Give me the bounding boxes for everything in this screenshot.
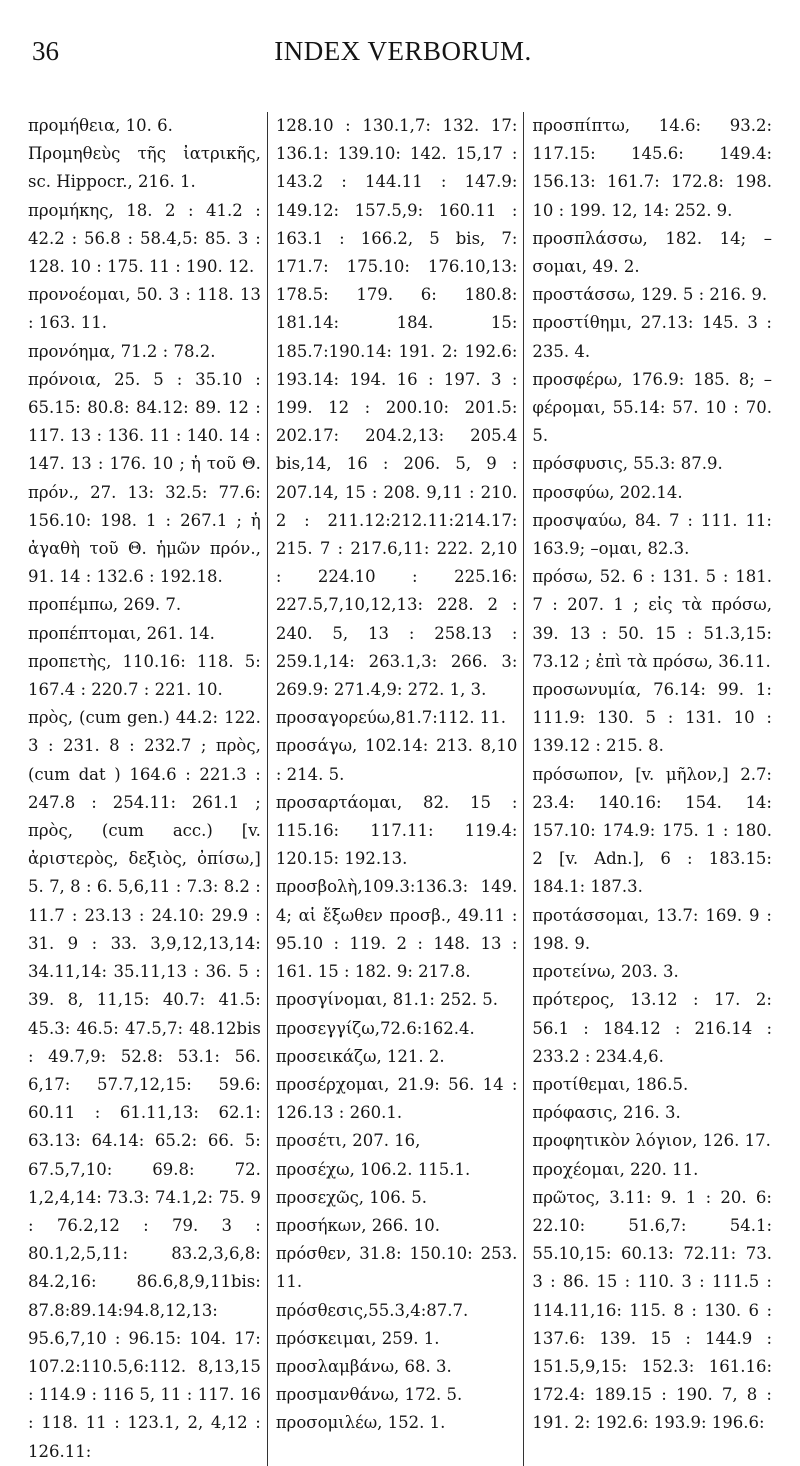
- index-entry: πρὸς, (cum gen.) 44.2: 122. 3 : 231. 8 : 232.7 ; πρὸς, (cum dat ) 164.6 : 221.3 : 247.8 : 254.11: 261.1 ; πρὸς, (cum acc.) [v. ἀριστερὸς, δεξιὸς, ὀπίσω,] 5. 7, 8 : 6. 5,6,11 : 7.3: 8.2 : 11.7 : 23.13 : 24.10: 29.9 : 31. 9 : 33. 3,9,12,13,14: 34.11,14: 35.11,13 : 36. 5 : 39. 8, 11,15: 40.7: 41.5: 45.3: 46.5: 47.5,7: 48.12bis : 49.7,9: 52.8: 53.1: 56. 6,17: 57.7,12,15: 59.6: 60.11 : 61.11,13: 62.1: 63.13: 64.14: 65.2: 66. 5: 67.5,7,10: 69.8: 72. 1,2,4,14: 73.3: 74.1,2: 75. 9 : 76.2,12 : 79. 3 : 80.1,2,5,11: 83.2,3,6,8: 84.2,16: 86.6,8,9,11bis: 87.8:89.14:94.8,12,13: 95.6,7,10 : 96.15: 104. 17: 107.2:110.5,6:112. 8,13,15 : 114.9 : 116 5, 11 : 117. 16 : 118. 11 : 123.1, 2, 4,12 : 126.11:: [28, 708, 261, 1461]
- index-entry: προσμανθάνω, 172. 5.: [275, 1385, 463, 1405]
- index-entry: προμήκης, 18. 2 : 41.2 : 42.2 : 56.8 : 58.4,5: 85. 3 : 128. 10 : 175. 11 : 190. 12.: [28, 200, 261, 277]
- index-entry: προσψαύω, 84. 7 : 111. 11: 163.9; –ομαι, 82.3.: [532, 510, 772, 559]
- index-entry: πρόφασις, 216. 3.: [532, 1103, 681, 1123]
- running-title: INDEX VERBORUM.: [274, 36, 532, 66]
- index-entry: προστάσσω, 129. 5 : 216. 9.: [532, 285, 768, 305]
- index-entry: προσέτι, 207. 16,: [275, 1131, 421, 1151]
- index-entry: προσεχῶς, 106. 5.: [275, 1187, 428, 1207]
- index-entry: προσεικάζω, 121. 2.: [275, 1046, 445, 1066]
- index-entry: προτίθεμαι, 186.5.: [532, 1074, 689, 1094]
- page-header: [28, 36, 778, 86]
- index-entry: προχέομαι, 220. 11.: [532, 1159, 699, 1179]
- index-entry: προμήθεια, 10. 6.: [28, 116, 173, 135]
- page-number: 36: [32, 36, 59, 66]
- index-entry: προσάγω, 102.14: 213. 8,10 : 214. 5.: [275, 736, 518, 784]
- index-columns: [28, 112, 778, 1466]
- index-entry: προσωνυμία, 76.14: 99. 1: 111.9: 130. 5 : 131. 10 : 139.12 : 215. 8.: [532, 680, 772, 756]
- index-entry: προφητικὸν λόγιον, 126. 17.: [532, 1131, 771, 1151]
- index-entry: πρόσωπον, [v. μῆλον,] 2.7: 23.4: 140.16: 154. 14: 157.10: 174.9: 175. 1 : 180. 2 [v. Adn.], 6 : 183.15: 184.1: 187.3.: [532, 764, 772, 897]
- index-entry: προπέπτομαι, 261. 14.: [28, 623, 215, 643]
- index-entry: προσλαμβάνω, 68. 3.: [275, 1356, 452, 1376]
- index-entry: πρῶτος, 3.11: 9. 1 : 20. 6: 22.10: 51.6,7: 54.1: 55.10,15: 60.13: 72.11: 73. 3 : 86. 15 : 110. 3 : 111.5 : 114.11,16: 115. 8 : 130. 6 : 137.6: 139. 15 : 144.9 : 151.5,9,15: 152.3: 161.16: 172.4: 189.15 : 190. 7, 8 : 191. 2: 192.6: 193.9: 196.6:: [532, 1187, 772, 1433]
- index-entry: προσβολὴ,109.3:136.3: 149. 4; αἱ ἔξωθεν προσβ., 49.11 : 95.10 : 119. 2 : 148. 13 : 161. 15 : 182. 9: 217.8.: [275, 877, 518, 982]
- index-entry: πρότερος, 13.12 : 17. 2: 56.1 : 184.12 : 216.14 : 233.2 : 234.4,6.: [532, 990, 772, 1066]
- left-column: [28, 112, 267, 1466]
- index-entry: προτάσσομαι, 13.7: 169. 9 : 198. 9.: [532, 905, 772, 953]
- index-entry: πρόσθεν, 31.8: 150.10: 253. 11.: [275, 1244, 518, 1292]
- index-entry: πρόσω, 52. 6 : 131. 5 : 181. 7 : 207. 1 ; εἰς τὰ πρόσω, 39. 13 : 50. 15 : 51.3,15: 73.12 ; ἐπὶ τὰ πρόσω, 36.11.: [532, 567, 772, 671]
- index-entry: προσεγγίζω,72.6:162.4.: [275, 1018, 475, 1038]
- index-entry: πρόσφυσις, 55.3: 87.9.: [532, 454, 723, 474]
- index-entry: προσέρχομαι, 21.9: 56. 14 : 126.13 : 260.1.: [275, 1074, 518, 1123]
- middle-column: [267, 112, 524, 1466]
- index-entry: πρόσθεσις,55.3,4:87.7.: [275, 1300, 469, 1320]
- index-entry: προσαγορεύω,81.7:112. 11.: [275, 708, 507, 728]
- index-entry: προτείνω, 203. 3.: [532, 962, 679, 982]
- index-entry: 128.10 : 130.1,7: 132. 17: 136.1: 139.10: 142. 15,17 : 143.2 : 144.11 : 147.9: 149.12: 157.5,9: 160.11 : 163.1 : 166.2, 5 bis, 7: 171.7: 175.10: 176.10,13: 178.5: 179. 6: 180.8: 181.14: 184. 15: 185.7:190.14: 191. 2: 192.6: 193.14: 194. 16 : 197. 3 : 199. 12 : 200.10: 201.5: 202.17: 204.2,13: 205.4 bis,14, 16 : 206. 5, 9 : 207.14, 15 : 208. 9,11 : 210. 2 : 211.12:212.11:214.17: 215. 7 : 217.6,11: 222. 2,10 : 224.10 : 225.16: 227.5,7,10,12,13: 228. 2 : 240. 5, 13 : 258.13 : 259.1,14: 263.1,3: 266. 3: 269.9: 271.4,9: 272. 1, 3.: [275, 116, 518, 700]
- right-column: [523, 112, 778, 1466]
- index-entry: προστίθημι, 27.13: 145. 3 : 235. 4.: [532, 313, 772, 361]
- index-entry: προσομιλέω, 152. 1.: [275, 1413, 446, 1433]
- index-entry: προνόημα, 71.2 : 78.2.: [28, 341, 216, 361]
- index-entry: προπετὴς, 110.16: 118. 5: 167.4 : 220.7 : 221. 10.: [28, 651, 261, 700]
- index-entry: πρόσκειμαι, 259. 1.: [275, 1328, 440, 1348]
- index-entry: προσφέρω, 176.9: 185. 8; –φέρομαι, 55.14: 57. 10 : 70. 5.: [532, 369, 772, 446]
- index-entry: προσφύω, 202.14.: [532, 482, 683, 502]
- index-entry: προσήκων, 266. 10.: [275, 1215, 440, 1235]
- index-entry: προσγίνομαι, 81.1: 252. 5.: [275, 990, 498, 1010]
- index-entry: προπέμπω, 269. 7.: [28, 595, 182, 615]
- index-entry: Προμηθεὺς τῆς ἰατρικῆς, sc. Hippocr., 216. 1.: [28, 144, 261, 192]
- index-entry: προσπλάσσω, 182. 14; –σομαι, 49. 2.: [532, 228, 772, 277]
- index-entry: προσέχω, 106.2. 115.1.: [275, 1159, 471, 1179]
- index-entry: πρόνοια, 25. 5 : 35.10 : 65.15: 80.8: 84.12: 89. 12 : 117. 13 : 136. 11 : 140. 14 : 147. 13 : 176. 10 ; ἡ τοῦ Θ. πρόν., 27. 13: 32.5: 77.6: 156.10: 198. 1 : 267.1 ; ἡ ἀγαθὴ τοῦ Θ. ἡμῶν πρόν., 91. 14 : 132.6 : 192.18.: [28, 369, 261, 587]
- index-entry: προσαρτάομαι, 82. 15 : 115.16: 117.11: 119.4: 120.15: 192.13.: [275, 792, 518, 869]
- index-entry: προσπίπτω, 14.6: 93.2: 117.15: 145.6: 149.4: 156.13: 161.7: 172.8: 198. 10 : 199. 12, 14: 252. 9.: [532, 116, 772, 220]
- index-entry: προνοέομαι, 50. 3 : 118. 13 : 163. 11.: [28, 285, 261, 333]
